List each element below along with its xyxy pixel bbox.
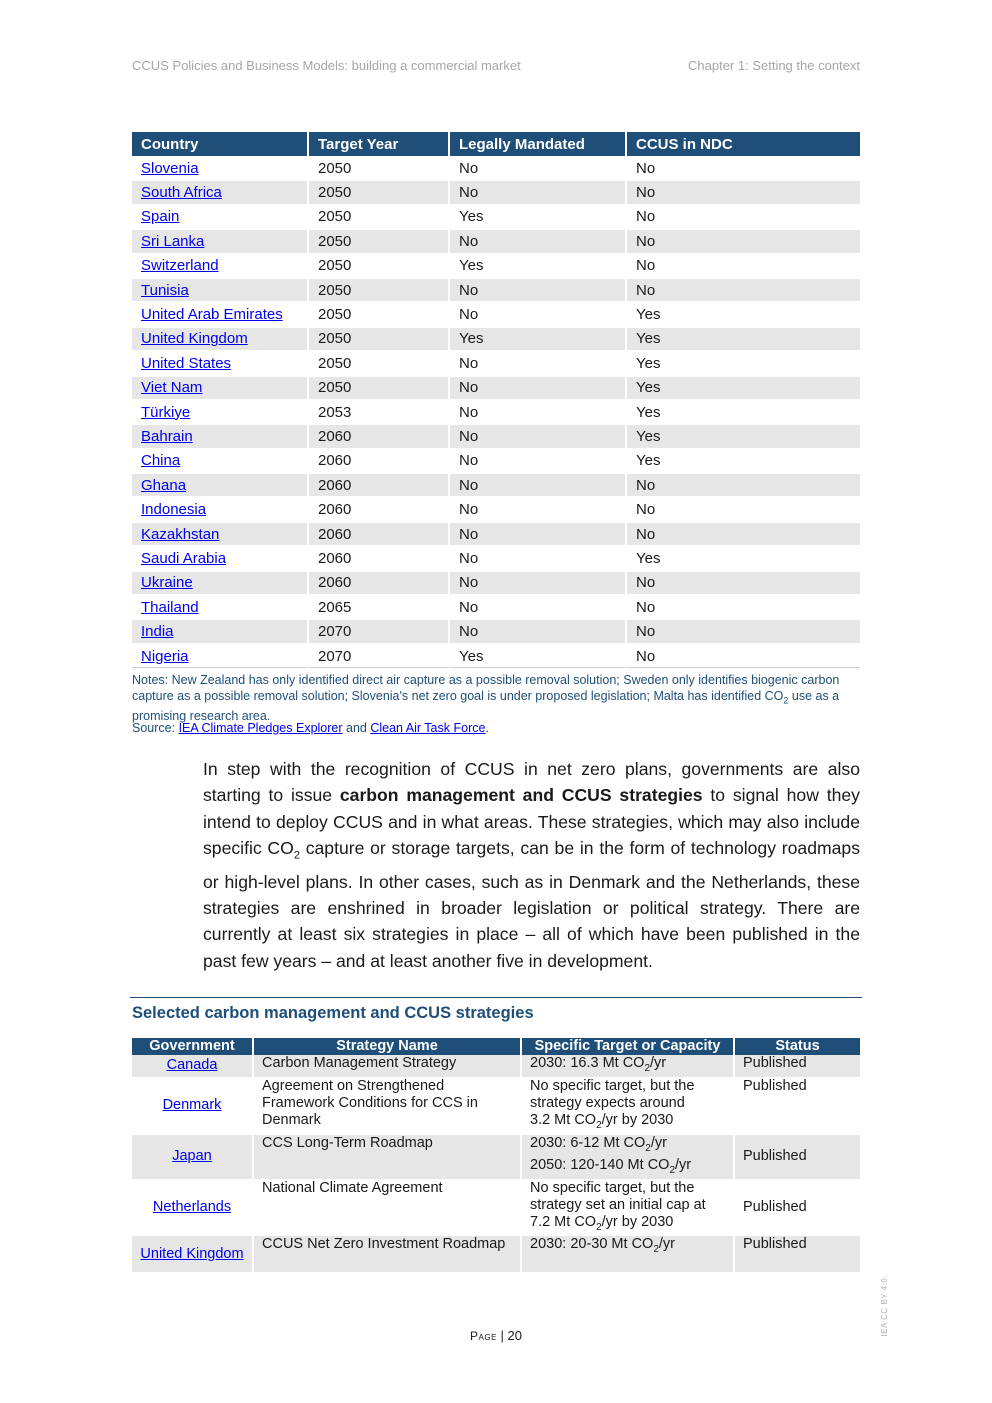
legally-mandated-cell: No (450, 546, 627, 570)
ccus-ndc-cell: Yes (627, 302, 860, 326)
target-text: 2050: 120-140 Mt CO (530, 1156, 670, 1173)
legally-mandated-cell: No (450, 180, 627, 204)
legally-mandated-cell: No (450, 595, 627, 619)
country-link[interactable]: Saudi Arabia (141, 549, 227, 567)
source-middle: and (342, 721, 371, 735)
col-header-legally-mandated: Legally Mandated (450, 132, 627, 156)
table-row (132, 1055, 860, 1078)
ccus-ndc-cell: No (627, 571, 860, 595)
target-text: /yr (675, 1156, 692, 1173)
table-header-row (132, 1038, 860, 1055)
target-subscript: 2 (596, 1119, 602, 1131)
ccus-ndc-cell: No (627, 254, 860, 278)
country-link[interactable]: Nigeria (141, 647, 189, 665)
legally-mandated-cell: No (450, 400, 627, 424)
government-cell (132, 1078, 254, 1135)
target-subscript: 2 (669, 1164, 676, 1176)
target-year-cell: 2060 (309, 497, 450, 521)
col-header-country: Country (132, 132, 309, 156)
country-link[interactable]: Ukraine (141, 574, 193, 592)
country-cell (132, 497, 309, 521)
target-line (530, 1055, 725, 1077)
ccus-ndc-cell: Yes (627, 327, 860, 351)
page-label: Page (470, 1329, 497, 1343)
target-cell (522, 1236, 735, 1273)
target-year-cell: 2060 (309, 522, 450, 546)
target-year-cell: 2060 (309, 571, 450, 595)
country-link[interactable]: China (141, 452, 181, 470)
target-text: 2030: 6-12 Mt CO (530, 1134, 646, 1151)
target-cell (522, 1180, 735, 1237)
table-source (132, 721, 489, 735)
target-year-cell: 2053 (309, 400, 450, 424)
source-link-clean-air-task-force[interactable]: Clean Air Task Force (370, 721, 486, 735)
target-year-cell: 2070 (309, 619, 450, 643)
country-cell (132, 595, 309, 619)
target-subscript: 2 (653, 1244, 659, 1256)
paragraph-text: capture or storage targets, can be in the form of technology roadmaps or high-level plans. In other cases, such as in Denmark and the Netherlands, these strategies are enshrined in broader legislation or political strategy. There are currently at least six strategies in place – all of which have been published in the past few years – and at least another five in development. (203, 837, 861, 971)
col-header-ccus-in-ndc: CCUS in NDC (627, 132, 860, 156)
legally-mandated-cell: No (450, 571, 627, 595)
legally-mandated-cell: No (450, 522, 627, 546)
government-link[interactable]: Canada (166, 1057, 218, 1074)
col-header-target: Specific Target or Capacity (522, 1038, 735, 1055)
legally-mandated-cell: No (450, 278, 627, 302)
country-cell (132, 522, 309, 546)
notes-text: Notes: New Zealand has only identified direct air capture as a possible removal solution; Sweden only identifies biogenic carbon capture as a possible removal solution; Slovenia's net zero goal is under proposed legislation; Malta has identified CO (132, 673, 840, 703)
source-link-climate-pledges[interactable]: IEA Climate Pledges Explorer (178, 721, 343, 735)
table-row (132, 278, 860, 302)
country-cell (132, 254, 309, 278)
target-line (530, 1095, 725, 1112)
country-link[interactable]: Tunisia (141, 281, 189, 299)
target-year-cell: 2050 (309, 278, 450, 302)
target-year-cell: 2050 (309, 156, 450, 180)
table-row (132, 156, 860, 180)
table-row (132, 327, 860, 351)
table-row (132, 571, 860, 595)
ccus-ndc-cell: No (627, 473, 860, 497)
legally-mandated-cell: No (450, 156, 627, 180)
legally-mandated-cell: No (450, 376, 627, 400)
target-year-cell: 2050 (309, 376, 450, 400)
table-row (132, 1078, 860, 1135)
notes-text-end: use as a promising research area. (132, 688, 840, 723)
table-row (132, 473, 860, 497)
ccus-ndc-cell: Yes (627, 400, 860, 424)
license-watermark: IEA CC BY 4.0. (880, 1275, 889, 1337)
table-notes (132, 673, 860, 724)
col-header-target-year: Target Year (309, 132, 450, 156)
table-row (132, 644, 860, 668)
country-cell (132, 351, 309, 375)
table-row (132, 522, 860, 546)
legally-mandated-cell: No (450, 351, 627, 375)
table-header-row (132, 132, 860, 156)
ccus-ndc-cell: No (627, 229, 860, 253)
legally-mandated-cell: Yes (450, 644, 627, 668)
country-cell (132, 278, 309, 302)
target-year-cell: 2065 (309, 595, 450, 619)
target-text: /yr by 2030 (601, 1111, 674, 1128)
target-text: 2030: 20-30 Mt CO (530, 1236, 654, 1253)
country-link[interactable]: Viet Nam (141, 379, 203, 397)
target-line (530, 1197, 725, 1214)
target-text: strategy expects around (530, 1094, 685, 1111)
country-link[interactable]: Kazakhstan (141, 525, 220, 543)
table-row (132, 351, 860, 375)
table-row (132, 619, 860, 643)
table-row (132, 1135, 860, 1180)
country-link[interactable]: India (141, 623, 174, 641)
country-link[interactable]: Ghana (141, 476, 187, 494)
table-row (132, 1236, 860, 1273)
paragraph-bold-term: carbon management and CCUS strategies (339, 785, 703, 806)
target-year-cell: 2050 (309, 180, 450, 204)
country-cell (132, 400, 309, 424)
country-link[interactable]: Spain (141, 208, 180, 226)
ccus-ndc-cell: Yes (627, 376, 860, 400)
target-line (530, 1135, 725, 1157)
country-cell (132, 376, 309, 400)
target-line (530, 1078, 725, 1095)
status-cell: Published (735, 1135, 860, 1180)
strategy-name-cell: National Climate Agreement (254, 1180, 522, 1237)
legally-mandated-cell: No (450, 449, 627, 473)
status-cell: Published (735, 1055, 860, 1078)
ccus-ndc-cell: No (627, 205, 860, 229)
target-line (530, 1214, 725, 1236)
target-year-cell: 2070 (309, 644, 450, 668)
col-header-government: Government (132, 1038, 254, 1055)
target-text: 3.2 Mt CO (530, 1111, 597, 1128)
country-cell (132, 327, 309, 351)
target-year-cell: 2050 (309, 327, 450, 351)
page-number (0, 1328, 992, 1343)
table-row (132, 205, 860, 229)
target-year-cell: 2060 (309, 449, 450, 473)
target-cell (522, 1135, 735, 1180)
target-line (530, 1180, 725, 1197)
page-number-value: 20 (507, 1328, 522, 1343)
target-subscript: 2 (645, 1142, 651, 1154)
header-doc-title: CCUS Policies and Business Models: building a commercial market (132, 58, 521, 73)
country-cell (132, 473, 309, 497)
ccus-ndc-cell: No (627, 522, 860, 546)
net-zero-table (132, 132, 860, 668)
country-link[interactable]: Thailand (141, 598, 199, 616)
strategy-name-cell: Agreement on Strengthened Framework Conditions for CCS in Denmark (254, 1078, 522, 1135)
status-cell: Published (735, 1180, 860, 1237)
target-subscript: 2 (596, 1221, 602, 1233)
target-text: /yr (650, 1055, 667, 1071)
target-year-cell: 2060 (309, 546, 450, 570)
ccus-ndc-cell: Yes (627, 546, 860, 570)
country-link[interactable]: United Kingdom (141, 330, 248, 348)
legally-mandated-cell: No (450, 302, 627, 326)
strategies-table (132, 1038, 860, 1273)
target-text: 2030: 16.3 Mt CO (530, 1055, 645, 1071)
table-row (132, 1180, 860, 1237)
paragraph-text: In step with the recognition of CCUS in net zero plans, governments are also starting to issue (203, 759, 860, 806)
target-year-cell: 2050 (309, 254, 450, 278)
legally-mandated-cell: No (450, 229, 627, 253)
ccus-ndc-cell: No (627, 278, 860, 302)
ccus-ndc-cell: No (627, 595, 860, 619)
government-link[interactable]: Denmark (162, 1097, 222, 1114)
target-text: /yr by 2030 (601, 1213, 674, 1230)
table-row (132, 229, 860, 253)
target-line (530, 1157, 725, 1179)
country-cell (132, 619, 309, 643)
government-link[interactable]: Netherlands (152, 1199, 232, 1215)
country-link[interactable]: United Arab Emirates (141, 306, 283, 324)
country-link[interactable]: Switzerland (141, 257, 219, 275)
ccus-ndc-cell: No (627, 497, 860, 521)
notes-subscript: 2 (783, 695, 789, 705)
col-header-status: Status (735, 1038, 860, 1055)
target-cell (522, 1055, 735, 1078)
table-row (132, 449, 860, 473)
country-cell (132, 449, 309, 473)
legally-mandated-cell: No (450, 424, 627, 448)
target-cell (522, 1078, 735, 1135)
legally-mandated-cell: No (450, 619, 627, 643)
country-cell (132, 546, 309, 570)
country-cell (132, 644, 309, 668)
government-cell (132, 1180, 254, 1237)
country-cell (132, 205, 309, 229)
country-cell (132, 229, 309, 253)
page-separator: | (496, 1328, 508, 1343)
status-cell: Published (735, 1078, 860, 1135)
strategies-table-title: Selected carbon management and CCUS strategies (132, 1004, 534, 1022)
paragraph-subscript: 2 (293, 849, 300, 862)
legally-mandated-cell: No (450, 473, 627, 497)
body-paragraph (203, 756, 860, 974)
table-row (132, 376, 860, 400)
legally-mandated-cell: Yes (450, 254, 627, 278)
country-link[interactable]: Türkiye (141, 403, 191, 421)
col-header-strategy-name: Strategy Name (254, 1038, 522, 1055)
legally-mandated-cell: No (450, 497, 627, 521)
ccus-ndc-cell: Yes (627, 351, 860, 375)
ccus-ndc-cell: Yes (627, 449, 860, 473)
ccus-ndc-cell: No (627, 180, 860, 204)
government-cell (132, 1236, 254, 1273)
ccus-ndc-cell: No (627, 156, 860, 180)
header-chapter: Chapter 1: Setting the context (688, 58, 860, 73)
table-row (132, 400, 860, 424)
target-line (530, 1112, 725, 1134)
target-text: No specific target, but the (530, 1077, 695, 1094)
table-row (132, 302, 860, 326)
strategy-name-cell: Carbon Management Strategy (254, 1055, 522, 1078)
table-row (132, 546, 860, 570)
country-cell (132, 180, 309, 204)
strategy-name-cell: CCS Long-Term Roadmap (254, 1135, 522, 1180)
ccus-ndc-cell: Yes (627, 424, 860, 448)
target-text: No specific target, but the (530, 1179, 695, 1196)
target-text: /yr (658, 1236, 675, 1253)
target-year-cell: 2050 (309, 229, 450, 253)
status-cell: Published (735, 1236, 860, 1273)
table-row (132, 424, 860, 448)
target-year-cell: 2050 (309, 205, 450, 229)
source-suffix: . (485, 721, 489, 735)
country-link[interactable]: Sri Lanka (141, 232, 205, 250)
legally-mandated-cell: Yes (450, 327, 627, 351)
ccus-ndc-cell: No (627, 619, 860, 643)
country-link[interactable]: Bahrain (141, 427, 193, 445)
country-cell (132, 571, 309, 595)
target-year-cell: 2050 (309, 351, 450, 375)
country-link[interactable]: Slovenia (141, 159, 199, 177)
target-subscript: 2 (644, 1062, 651, 1074)
target-text: 7.2 Mt CO (530, 1213, 597, 1230)
government-cell (132, 1135, 254, 1180)
table-row (132, 180, 860, 204)
target-year-cell: 2060 (309, 424, 450, 448)
government-link[interactable]: Japan (172, 1148, 212, 1165)
country-cell (132, 424, 309, 448)
table-row (132, 254, 860, 278)
country-cell (132, 156, 309, 180)
table-title-rule (130, 997, 862, 998)
target-text: /yr (650, 1134, 667, 1151)
table-row (132, 595, 860, 619)
country-link[interactable]: South Africa (141, 184, 222, 202)
country-link[interactable]: United States (141, 354, 232, 372)
government-cell (132, 1055, 254, 1078)
running-header (132, 58, 860, 73)
target-text: strategy set an initial cap at (530, 1196, 706, 1213)
strategy-name-cell: CCUS Net Zero Investment Roadmap (254, 1236, 522, 1273)
target-year-cell: 2060 (309, 473, 450, 497)
ccus-ndc-cell: No (627, 644, 860, 668)
legally-mandated-cell: Yes (450, 205, 627, 229)
target-line (530, 1236, 725, 1258)
country-link[interactable]: Indonesia (141, 501, 207, 519)
government-link[interactable]: United Kingdom (140, 1245, 244, 1262)
target-year-cell: 2050 (309, 302, 450, 326)
table-row (132, 497, 860, 521)
country-cell (132, 302, 309, 326)
paragraph-text: to signal how they intend to deploy CCUS and in what areas. These strategies, which may also include specific CO (203, 785, 860, 858)
source-prefix: Source: (132, 721, 179, 735)
